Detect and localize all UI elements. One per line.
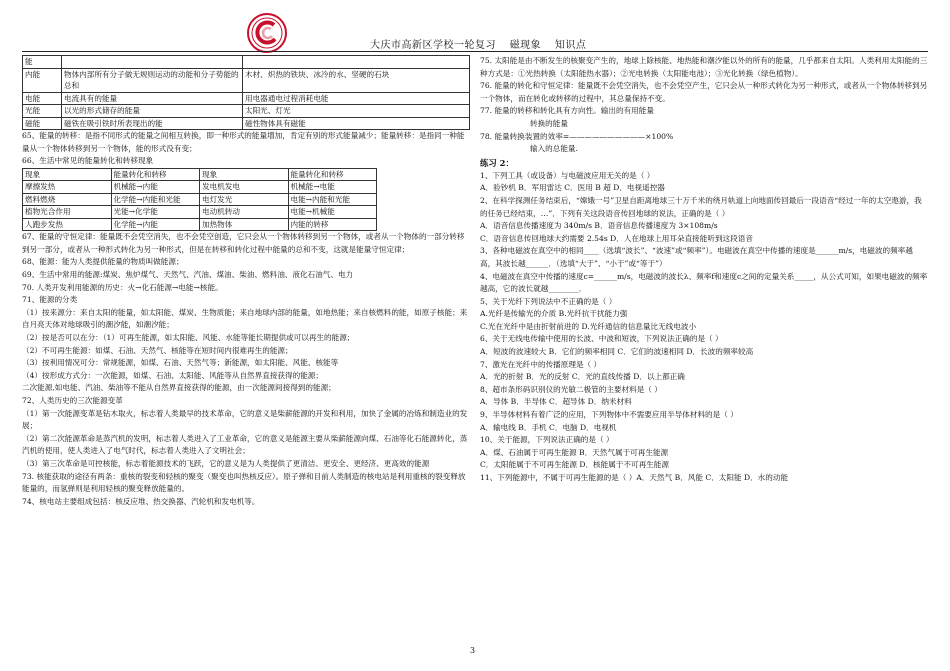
question-1-options: A．验钞机 B．军用雷达 C．医用 B 超 D．电视遥控器: [480, 183, 665, 193]
item-71-2: （2）按是否可以在分：（1）可再生能源，如太阳能、风能、水能等能长期提供或可以再生的能源；: [22, 333, 355, 343]
table-cell: 摩擦发热: [23, 181, 112, 194]
table-cell: 化学能→内能和光能: [111, 193, 200, 206]
table-cell: 光能: [23, 105, 62, 118]
question-10-option-ab: A．煤、石油属于可再生能源 B．天然气属于可再生能源: [480, 447, 669, 457]
item-72-2: （2）第二次能源革命是蒸汽机的发明，标志着人类进入了工业革命，它的意义是能源主要从柴薪能源向煤、石油等化石能源转化，蒸汽机的使用，使人类进入了电气时代，标志着人类进入了文明社会；: [22, 433, 468, 456]
table-cell: 内能的转移: [288, 218, 377, 231]
question-8-options: A．导体 B．半导体 C．超导体 D．纳米材料: [480, 397, 632, 407]
table-cell: 用电器通电过程消耗电能: [243, 92, 470, 105]
question-5-option-ab: A.光纤是传输光的介质 B.光纤抗干扰能力强: [480, 309, 628, 319]
item-71-6: 二次能源,如电能、汽油、柴油等不能从自然界直接获得的能源，由一次能源间接得到的能源；: [22, 383, 336, 393]
question-6: 6、关于无线电传输中使用的长波、中波和短波，下列说法正确的是（ ）: [480, 334, 723, 344]
header-topic: 磁现象: [509, 40, 542, 51]
table-cell: 电能→内能和光能: [288, 193, 377, 206]
table-cell: 机械能→电能: [288, 181, 377, 194]
question-7: 7、激光在光纤中的传播原理是（ ）: [480, 359, 602, 369]
energy-table-row: [23, 56, 470, 69]
energy-conversion-table: [22, 168, 377, 232]
question-7-options: A．光的折射 B．光的反射 C．光的直线传播 D．以上都正确: [480, 372, 685, 382]
question-1: 1、下列工具（或设备）与电磁波应用无关的是（ ）: [480, 170, 655, 180]
header-divider: [22, 51, 928, 52]
item-76: 76. 能量的转化和守恒定律：能量既不会凭空消失，也不会凭空产生，它只会从一种形式转化为另一种形式，或者从一个物体转移到另一个物体，而在转化或转移的过程中，其总量保持不变。: [480, 81, 928, 103]
table-cell: 能量转化和转移: [288, 168, 377, 181]
table-cell: 磁能: [23, 117, 62, 130]
efficiency-denominator: 输入的总能量.: [530, 144, 578, 154]
table-cell: [243, 56, 470, 69]
school-logo-icon: [246, 12, 288, 54]
energy-table-row: [23, 92, 470, 105]
question-3: 3、各种电磁波在真空中的相同____（选填“波长”、“波速”或“频率”）。电磁波在真空中传播的速度是______m/s，电磁波的频率越高，其波长越______．（选填“大于”、“小于”或“等于”）: [480, 246, 913, 268]
table-cell: 现象: [23, 168, 112, 181]
table-cell: 发电机发电: [200, 181, 289, 194]
table-cell: 以光的形式储存的能量: [62, 105, 243, 118]
left-column: [22, 55, 470, 508]
question-2-option-ab: A．语音信息传播速度为 340m/s B．语音信息传播速度为 3×108m/s: [480, 221, 718, 231]
energy-table-row: [23, 68, 470, 92]
question-2-option-cd: C．语音信息传回地球大约需要 2.54s D．人在地球上用耳朵直接能听到这段语音: [480, 233, 753, 243]
item-72-3: （3）第三次革命是可控核能，标志着能源技术的飞跃，它的意义是为人类提供了更清洁、更安全、更经济、更高效的能源: [22, 458, 430, 468]
conversion-table-row: [23, 168, 377, 181]
item-65: 65、能量的转移：是指不同形式的能量之间相互转换，即一种形式的能量增加，肯定有别的形式能量减少；能量转移：是指同一种能量从一个物体转移到另一个物体，能的形式没有变；: [22, 131, 465, 153]
conversion-table-row: [23, 181, 377, 194]
question-9: 9、半导体材料有着广泛的应用，下列物体中不需要应用半导体材料的是（ ）: [480, 410, 738, 420]
table-cell: 燃料燃烧: [23, 193, 112, 206]
table-cell: 人跑步发热: [23, 218, 112, 231]
table-cell: 电能: [23, 92, 62, 105]
table-cell: 电能→机械能: [288, 206, 377, 219]
conversion-table-row: [23, 218, 377, 231]
item-71: 71、能源的分类: [22, 295, 78, 305]
table-cell: 磁铁在吸引铁时所表现出的能: [62, 117, 243, 130]
item-77: 77. 能量的转移和转化具有方向性。输出的有用能量: [480, 106, 654, 116]
item-71-3: （2）不可再生能源：如煤、石油、天然气、核能等在短时间内很难再生的能源；: [22, 345, 293, 355]
exercise-title: 练习 2：: [480, 157, 514, 168]
table-cell: 能量转化和转移: [111, 168, 200, 181]
question-5: 5、关于光纤下列说法中不正确的是（ ）: [480, 296, 617, 306]
item-71-1: （1）按来源分：来自太阳的能量，如太阳能、煤炭、生物质能；来自地球内部的能量，如地热能；来自核燃料的能，如原子核能；来自月亮天体对地球吸引的潮汐能，如潮汐能；: [22, 307, 468, 330]
table-cell: 磁性物体具有磁能: [243, 117, 470, 130]
conversion-table-row: [23, 206, 377, 219]
table-cell: 植物光合作用: [23, 206, 112, 219]
table-cell: 化学能→内能: [111, 218, 200, 231]
page-number: 3: [470, 646, 476, 655]
conversion-table-row: [23, 193, 377, 206]
item-75: 75. 太阳能是由不断发生的核聚变产生的，地球上除核能、地热能和潮汐能以外的所有的能量，几乎都来自太阳。人类利用太阳能的三种方式是：①光热转换（太阳能热水器）；②光电转换（太阳能电池）；③光化转换（绿色植物）。: [480, 56, 928, 78]
item-68: 68、能源：能为人类提供能量的物质叫做能源；: [22, 257, 184, 267]
item-72-1: （1）第一次能源变革是钻木取火，标志着人类最早的技术革命，它的意义是柴薪能源的开发和利用，加快了金属的冶炼和制造业的发展；: [22, 408, 468, 431]
table-cell: 能: [23, 56, 62, 69]
question-10-option-cd: C．太阳能属于不可再生能源 D．核能属于不可再生能源: [480, 460, 669, 470]
question-6-options: A．短波的波速较大 B．它们的频率相同 C．它们的波速相同 D．长波的频率较高: [480, 347, 754, 357]
item-72: 72、人类历史的三次能源变革: [22, 396, 123, 405]
table-cell: [62, 56, 243, 69]
right-column: [480, 55, 928, 485]
item-78: 78. 能量转换装置的效率=——————————×100%: [480, 131, 674, 141]
table-cell: 电流具有的能量: [62, 92, 243, 105]
table-cell: 电灯发光: [200, 193, 289, 206]
table-cell: 现象: [200, 168, 289, 181]
table-cell: 加热物体: [200, 218, 289, 231]
table-cell: 内能: [23, 68, 62, 92]
item-73: 73. 核能获取的途径有两条：重核的裂变和轻核的聚变（聚变也叫热核反应）。原子弹和目前人类制造的核电站是利用重核的裂变释放能量的，而氢弹则是利用轻核的聚变释放能量的。: [22, 471, 466, 494]
energy-forms-table: [22, 55, 470, 130]
item-66: 66、生活中常见的能量转化和转移现象: [22, 156, 154, 166]
energy-table-row: [23, 117, 470, 130]
item-74: 74、核电站主要组成包括：核反应堆、热交换器、汽轮机和发电机等。: [22, 496, 260, 506]
header-school: 大庆市高新区学校一轮复习: [370, 40, 496, 51]
item-67: 67、能量的守恒定律：能量既不会凭空消失，也不会凭空创造，它只会从一个物体转移到另一个物体，或者从一个物体的一部分转移到另一部分，或者从一种形式转化为另一种形式，但是在转移和转化过程中能量的总和不变，这就是能量守恒定律；: [22, 232, 465, 254]
question-2: 2、在科学探测任务结束后，“嫦娥一号”卫星自距离地球三十万千米的绕月轨道上向地面传回最后一段语音“经过一年的太空遨游，我的任务已经结束，…”．下列有关这段语音传回地球的说法，正确的是（ ）: [480, 195, 922, 218]
table-cell: 机械能→内能: [111, 181, 200, 194]
question-10: 10、关于能源，下列说法正确的是（ ）: [480, 435, 614, 445]
table-cell: 物体内部所有分子做无规则运动的动能和分子势能的总和: [62, 68, 243, 92]
question-5-option-cd: C.光在光纤中是由折射前进的 D.光纤通信的信息量比无线电波小: [480, 321, 697, 331]
item-71-5: （4）按形成方式分：一次能源，如煤、石油、太阳能、风能等从自然界直接获得的能源；: [22, 370, 323, 380]
table-cell: 电动机转动: [200, 206, 289, 219]
table-cell: 木材、炽热的铁块、冰冷的水、坚硬的石块: [243, 68, 470, 92]
table-cell: 太阳光、灯光: [243, 105, 470, 118]
question-4: 4、电磁波在真空中传播的速度c=______m/s，电磁波的波长λ、频率f和速度c之间的定量关系_____，从公式可知，如果电磁波的频率越高，它的波长就越________．: [480, 271, 928, 294]
energy-table-row: [23, 105, 470, 118]
page-header: [370, 36, 596, 51]
item-70: 70. 人类开发利用能源的历史：火→化石能源→电能→核能。: [22, 282, 223, 292]
question-11: 11、下列能源中，不属于可再生能源的是（ ）A．天然气 B．风能 C．太阳能 D．水的动能: [480, 473, 789, 482]
item-69: 69、生活中常用的能源:煤炭、焦炉煤气、天然气、汽油、煤油、柴油、燃料油、液化石油气、电力: [22, 270, 354, 280]
question-9-options: A．输电线 B．手机 C．电脑 D．电视机: [480, 422, 617, 432]
efficiency-numerator: 转换的能量: [530, 118, 568, 128]
table-cell: 光能→化学能: [111, 206, 200, 219]
question-8: 8、超市条形码识别仪的光敏二极管的主要材料是（ ）: [480, 384, 662, 394]
header-label: 知识点: [554, 40, 587, 51]
item-71-4: （3）按利用情况可分：常规能源，如煤、石油、天然气等；新能源，如太阳能、风能、核能等: [22, 358, 339, 368]
